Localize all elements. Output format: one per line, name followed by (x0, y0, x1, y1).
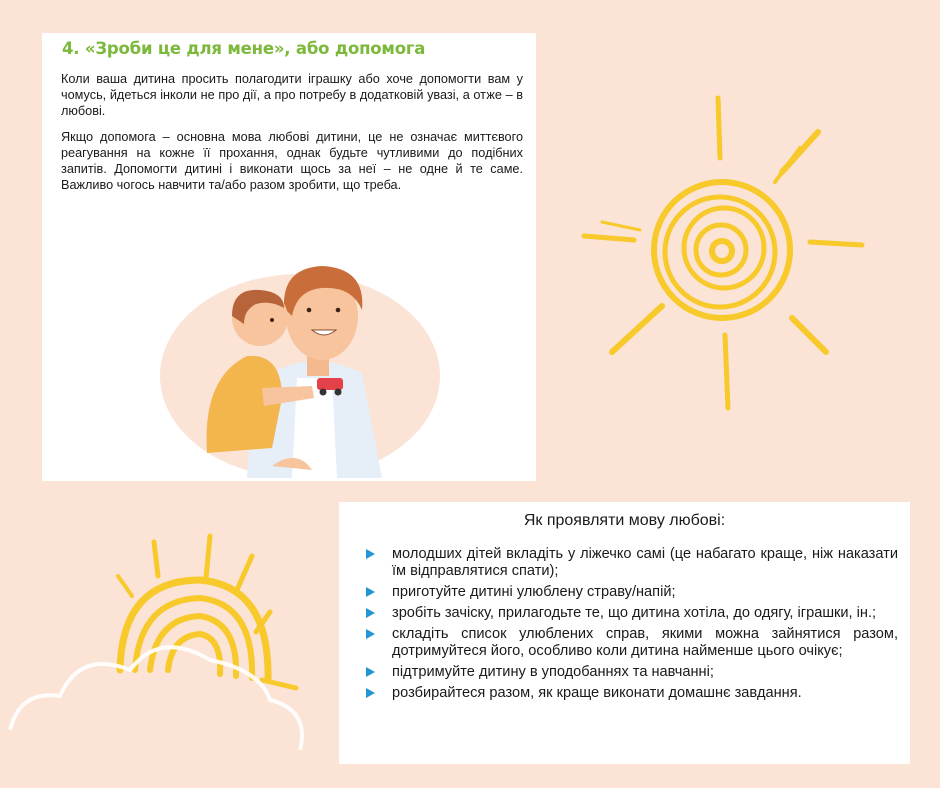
father-eye-right (336, 308, 341, 313)
section-card (42, 33, 536, 481)
section-title: 4. «Зроби це для мене», або допомога (62, 39, 426, 58)
tips-list (364, 546, 898, 706)
cloud (10, 647, 302, 750)
toy-car-wheel-back (335, 389, 342, 396)
father-child-illustration (152, 238, 462, 478)
father-eye-left (307, 308, 312, 313)
tips-card (339, 502, 910, 764)
child-eye (270, 318, 274, 322)
list-item: молодших дітей вкладіть у ліжечко самі (це набагато краще, ніж наказати їм відправлятися спати); (364, 546, 898, 580)
toy-car-wheel-front (320, 389, 327, 396)
list-item: приготуйте дитині улюблену страву/напій; (364, 584, 898, 601)
list-item: зробіть зачіску, прилагодьте те, що дитина хотіла, до одягу, іграшки, ін.; (364, 605, 898, 622)
list-item: складіть список улюблених справ, якими можна зайнятися разом, дотримуйтеся його, особливо коли дитина найменше цього очікує; (364, 626, 898, 660)
section-paragraph-1: Коли ваша дитина просить полагодити іграшку або хоче допомогти вам у чомусь, йдеться інколи не про дії, а про потребу в додатковій увазі, а отже – в любові. (61, 72, 523, 118)
triangle-bullet-icon (366, 629, 375, 639)
list-item: підтримуйте дитину в уподобаннях та навчанні; (364, 664, 898, 681)
sun-large-icon (570, 90, 880, 420)
sun-cloud-icon (0, 520, 340, 788)
list-item: розбирайтеся разом, як краще виконати домашнє завдання. (364, 685, 898, 702)
tips-heading: Як проявляти мову любові: (523, 512, 726, 529)
triangle-bullet-icon (366, 608, 375, 618)
triangle-bullet-icon (366, 688, 375, 698)
triangle-bullet-icon (366, 549, 375, 559)
triangle-bullet-icon (366, 667, 375, 677)
toy-car (317, 378, 343, 390)
triangle-bullet-icon (366, 587, 375, 597)
section-paragraph-2: Якщо допомога – основна мова любові дитини, це не означає миттєвого реагування на кожне її прохання, однак будьте чутливими до подібних запитів. Допомогти дитині і виконати щось за неї – не одне й те саме. Важливо чогось навчити та/або разом зробити, що треба. (61, 130, 523, 192)
